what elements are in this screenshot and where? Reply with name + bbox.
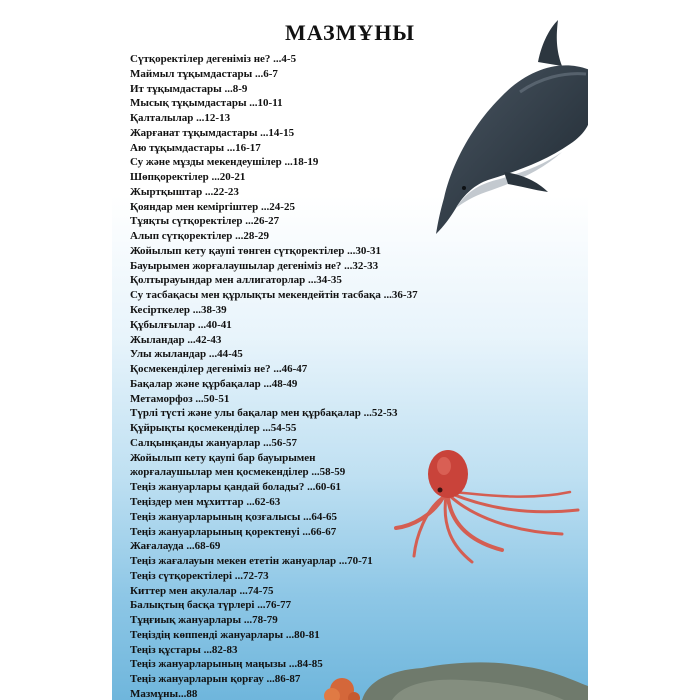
toc-entry: Құйрықты қосмекенділер ...54-55: [130, 422, 297, 435]
toc-entry: Жарғанат тұқымдастары ...14-15: [130, 126, 295, 139]
toc-entry: Су және мұзды мекендеушілер ...18-19: [130, 156, 319, 169]
toc-entry: Жойылып кету қаупі бар бауырымен: [130, 451, 316, 464]
toc-entry: Түрлі түсті және улы бақалар мен құрбақалар ...52-53: [130, 407, 398, 420]
table-of-contents: [130, 52, 570, 700]
toc-entry: Сүтқоректілер дегеніміз не? ...4-5: [130, 53, 297, 65]
toc-entry: Теңіз жануарларының қоректенуі ...66-67: [130, 525, 337, 538]
toc-entry: Қояндар мен кеміргіштер ...24-25: [130, 200, 295, 213]
toc-entry: Су тасбақасы мен құрлықты мекендейтін тасбақа ...36-37: [130, 289, 418, 302]
toc-entry: Мазмұны...88: [130, 687, 198, 700]
toc-entry: Қосмекенділер дегеніміз не? ...46-47: [130, 363, 308, 376]
toc-entry: Улы жыландар ...44-45: [130, 348, 243, 361]
toc-entry: Бауырымен жорғалаушылар дегеніміз не? ...32-33: [130, 259, 379, 272]
toc-entry: Киттер мен акулалар ...74-75: [130, 584, 274, 597]
toc-entry: Кесірткелер ...38-39: [130, 304, 227, 317]
toc-entry: Теңіздің көппенді жануарлары ...80-81: [130, 628, 320, 641]
toc-entry: Теңіз жануарларын қорғау ...86-87: [130, 673, 301, 686]
toc-entry: Аю тұқымдастары ...16-17: [130, 141, 261, 154]
toc-entry: Тұңғиық жануарлары ...78-79: [130, 614, 278, 627]
toc-entry: Жыртқыштар ...22-23: [130, 185, 239, 198]
toc-entry: Теңіз жануарларының қозғалысы ...64-65: [130, 510, 338, 523]
toc-entry: Салқынқанды жануарлар ...56-57: [130, 436, 298, 449]
contents-sheet: [112, 0, 588, 700]
toc-entry: жорғалаушылар мен қосмекенділер ...58-59: [130, 466, 346, 479]
toc-entry: Теңіз құстары ...82-83: [130, 643, 238, 656]
toc-entry: Бақалар және құрбақалар ...48-49: [130, 377, 298, 390]
toc-entry: Метаморфоз ...50-51: [130, 392, 230, 405]
toc-entry: Теңіздер мен мұхиттар ...62-63: [130, 495, 281, 508]
toc-entry: Маймыл тұқымдастары ...6-7: [130, 67, 278, 80]
toc-entry: Тұяқты сүтқоректілер ...26-27: [130, 215, 280, 228]
toc-entry: Жағалауда ...68-69: [130, 540, 221, 553]
page-title: МАЗМҰНЫ: [284, 20, 416, 45]
toc-entry: Мысық тұқымдастары ...10-11: [130, 97, 283, 110]
toc-entry: Жыландар ...42-43: [130, 333, 222, 346]
toc-entry: Шөпқоректілер ...20-21: [130, 171, 246, 184]
toc-entry: Теңіз жануарларының маңызы ...84-85: [130, 658, 323, 671]
toc-entry: Жойылып кету қаупі төнген сүтқоректілер ...30-31: [130, 244, 382, 257]
toc-entry: Қалталылар ...12-13: [130, 112, 231, 125]
toc-entry: Теңіз жануарлары қандай болады? ...60-61: [130, 481, 342, 494]
toc-entry: Қолтырауындар мен аллигаторлар ...34-35: [130, 274, 342, 287]
toc-entry: Алып сүтқоректілер ...28-29: [130, 230, 270, 243]
toc-entry: Теңіз жағалауын мекен ететін жануарлар ...70-71: [130, 555, 373, 568]
toc-entry: Теңіз сүтқоректілері ...72-73: [130, 569, 269, 582]
toc-entry: Құбылғылар ...40-41: [130, 318, 232, 331]
toc-entry: Ит тұқымдастары ...8-9: [130, 82, 248, 95]
toc-entry: Балықтың басқа түрлері ...76-77: [130, 599, 292, 612]
